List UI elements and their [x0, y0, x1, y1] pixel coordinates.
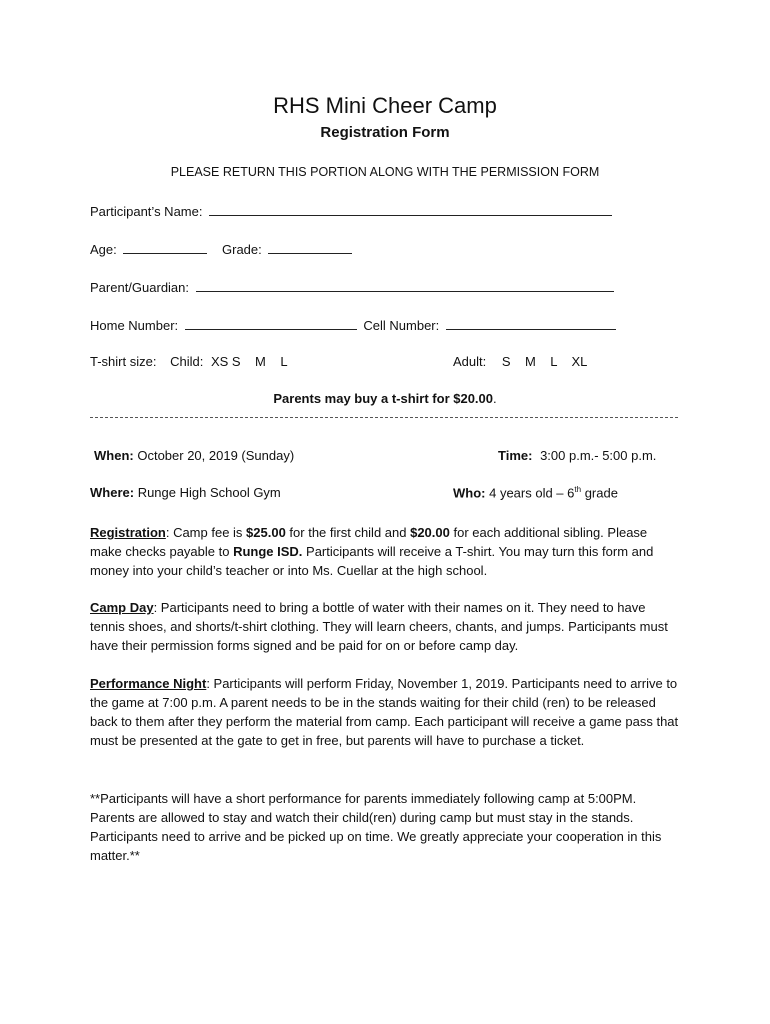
cell-number-field[interactable] — [446, 316, 616, 330]
parent-guardian-field[interactable] — [196, 278, 614, 292]
home-number-label: Home Number: — [90, 318, 179, 333]
time-row — [498, 448, 656, 463]
participant-name-field[interactable] — [209, 202, 612, 216]
cut-line-divider — [90, 417, 678, 418]
who-label: Who: — [453, 485, 486, 501]
age-field[interactable] — [123, 240, 207, 254]
performance-night-paragraph — [90, 674, 680, 750]
child-size-options[interactable]: XS S M L — [210, 354, 288, 369]
where-value: Runge High School Gym — [137, 485, 281, 500]
grade-field[interactable] — [268, 240, 352, 254]
who-row — [453, 485, 618, 500]
form-subtitle: Registration Form — [320, 124, 450, 141]
performance-night-text: : Participants will perform Friday, November 1, 2019. Participants need to arrive to the game at 7:00 p.m. A parent needs to be in the stands waiting for their child (ren) to be released back to them after they perform the material from camp. Each participant will receive a game pass that must be presented at the gate to get in free, but parents will have to purchase a ticket. — [90, 676, 679, 748]
camp-day-paragraph — [90, 598, 680, 655]
phone-row — [90, 316, 619, 333]
camp-day-text: : Participants need to bring a bottle of water with their names on it. They need to have tennis shoes, and shorts/t-shirt clothing. They will learn cheers, chants, and jumps. Participants must have their permission forms signed and be paid for on or before camp day. — [90, 600, 668, 653]
camp-day-heading: Camp Day — [90, 600, 154, 615]
who-superscript: th — [574, 485, 582, 494]
registration-payee: Runge ISD. — [233, 544, 303, 559]
tshirt-size-label: T-shirt size: — [90, 354, 157, 369]
adult-size-row — [453, 354, 587, 369]
tshirt-price-note — [0, 391, 770, 406]
when-value: October 20, 2019 (Sunday) — [137, 448, 295, 463]
age-grade-row — [90, 240, 355, 257]
when-row — [94, 448, 294, 463]
form-title: RHS Mini Cheer Camp — [273, 93, 497, 118]
registration-heading: Registration — [90, 525, 166, 540]
where-label: Where: — [90, 485, 135, 500]
tshirt-price-period: . — [493, 391, 497, 406]
time-label: Time: — [498, 448, 533, 463]
performance-night-heading: Performance Night — [90, 676, 207, 691]
who-value: 4 years old – 6 — [489, 485, 575, 501]
age-label: Age: — [90, 242, 117, 257]
home-number-field[interactable] — [185, 316, 357, 330]
registration-text-1: : Camp fee is — [165, 525, 247, 540]
tshirt-size-row — [90, 354, 288, 369]
when-label: When: — [94, 448, 134, 463]
registration-text-4: Participants will receive a T-shirt. You may turn this form and money into your child’s teacher or into Ms. Cuellar at the high school. — [90, 544, 654, 578]
where-row — [90, 485, 281, 500]
parent-guardian-label: Parent/Guardian: — [90, 280, 190, 295]
registration-fee-sibling: $20.00 — [410, 525, 450, 540]
closing-note-paragraph: **Participants will have a short performance for parents immediately following camp at 5:00PM. Parents are allowed to stay and watch their child(ren) during camp but must stay in the stands. Participants need to arrive and be picked up on time. We greatly appreciate your cooperation in this matter.** — [90, 791, 662, 863]
parent-guardian-row — [90, 278, 617, 295]
tshirt-price-text: Parents may buy a t-shirt for $20.00 — [273, 391, 494, 406]
participant-name-row — [90, 202, 615, 219]
child-size-label: Child: — [170, 354, 204, 369]
return-instruction: PLEASE RETURN THIS PORTION ALONG WITH THE PERMISSION FORM — [170, 165, 600, 179]
adult-size-label: Adult: — [453, 354, 487, 369]
registration-fee-first: $25.00 — [246, 525, 286, 540]
grade-label: Grade: — [222, 242, 262, 257]
registration-text-3: for each additional sibling. Please make checks payable to — [90, 525, 648, 559]
adult-size-options[interactable]: S M L XL — [501, 354, 588, 369]
who-end: grade — [584, 485, 618, 501]
participant-name-label: Participant’s Name: — [90, 204, 203, 219]
cell-number-label: Cell Number: — [363, 318, 440, 333]
registration-text-2: for the first child and — [285, 525, 411, 540]
registration-paragraph — [90, 523, 680, 580]
time-value: 3:00 p.m.- 5:00 p.m. — [540, 448, 657, 463]
